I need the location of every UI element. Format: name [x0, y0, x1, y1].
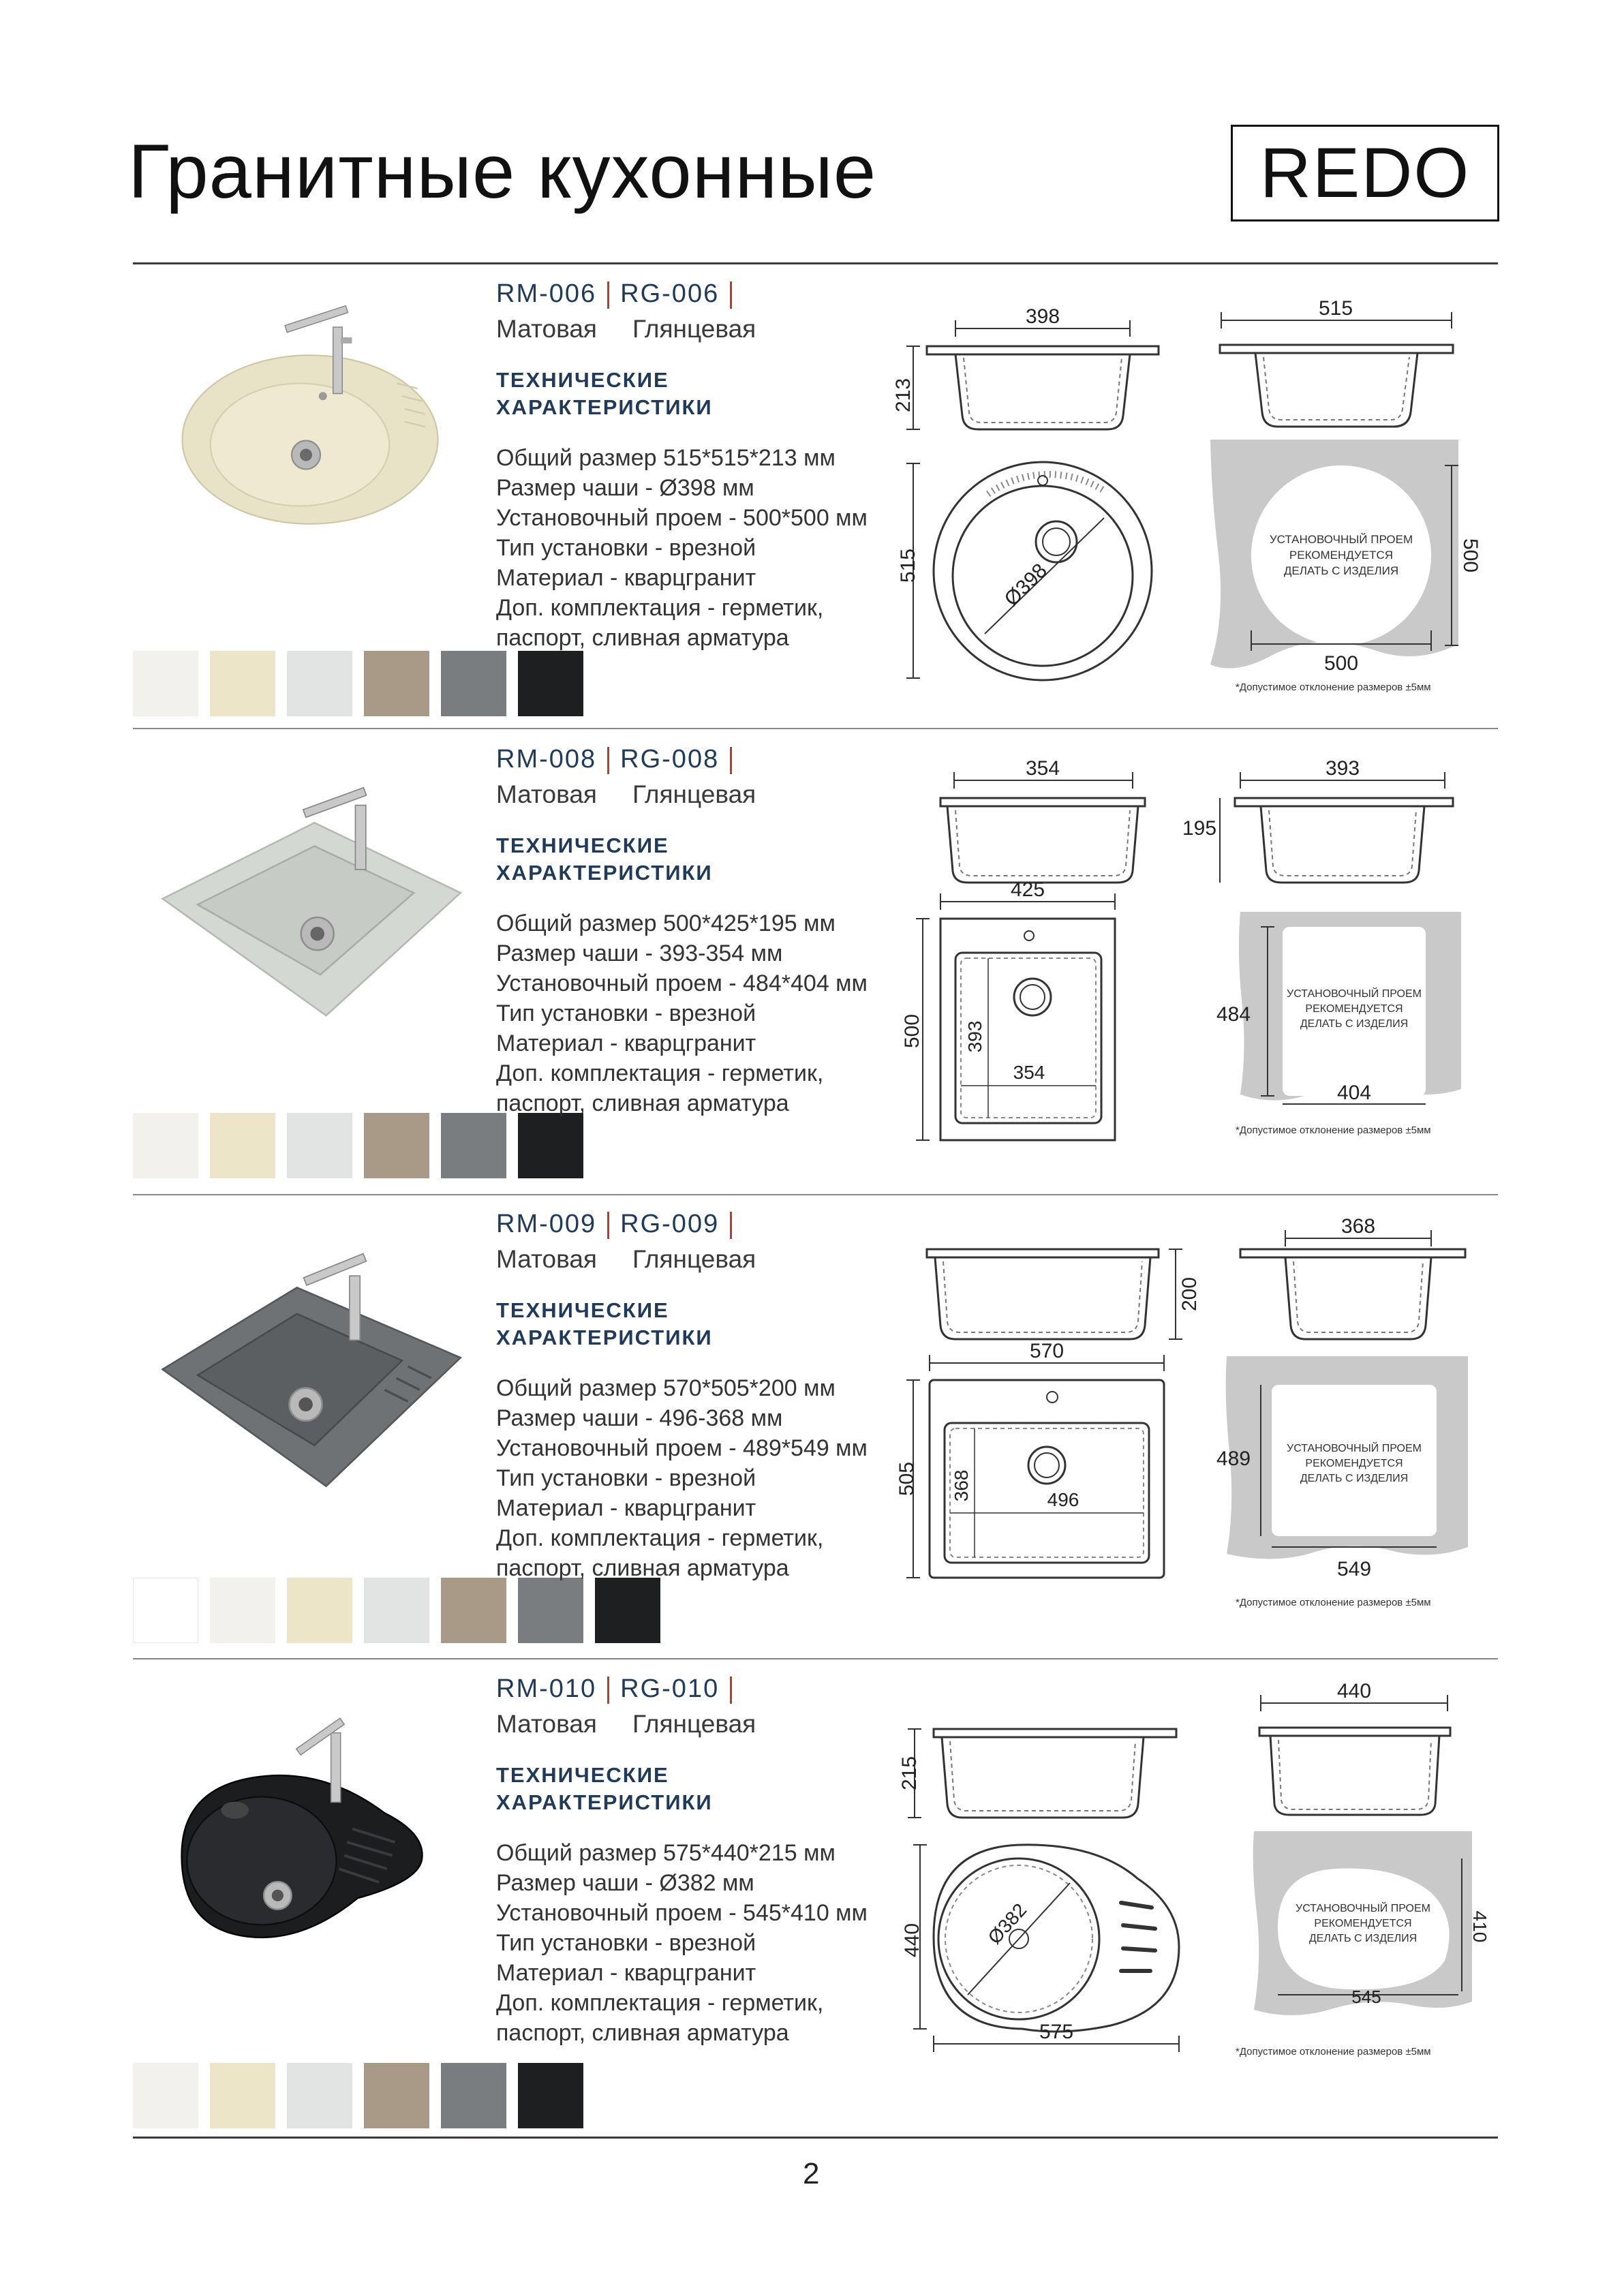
- dim-label: 570: [1029, 1340, 1064, 1362]
- code-separator: [730, 1677, 732, 1704]
- spec-list: [496, 908, 868, 1118]
- tech-heading: ТЕХНИЧЕСКИЕ ХАРАКТЕРИСТИКИ: [496, 1763, 713, 1814]
- product-rm-006: [0, 279, 1624, 729]
- front-view-drawing: [1254, 1674, 1458, 1824]
- code-matte: RM-008: [496, 745, 597, 774]
- divider: [133, 1194, 1498, 1195]
- code-matte: RM-006: [496, 279, 597, 308]
- product-rm-009: [0, 1210, 1624, 1659]
- model-codes: [496, 1210, 743, 1239]
- dim-label: 549: [1336, 1558, 1372, 1580]
- finish-glossy: Глянцевая: [632, 1245, 756, 1273]
- code-separator: [730, 747, 732, 774]
- color-swatch[interactable]: [441, 1113, 506, 1178]
- spec-line: Установочный проем - 484*404 мм: [496, 970, 868, 996]
- color-swatch[interactable]: [210, 2063, 275, 2128]
- code-separator: [607, 1677, 609, 1704]
- sink-photo-rect: [129, 1264, 511, 1510]
- dim-label: 368: [1340, 1215, 1376, 1238]
- spec-line: Тип установки - врезной: [496, 1465, 756, 1491]
- dim-label: 515: [1318, 297, 1353, 320]
- color-swatch[interactable]: [210, 1578, 275, 1643]
- top-view-drawing: [897, 443, 1159, 702]
- color-swatch[interactable]: [518, 1578, 583, 1643]
- color-swatches: [133, 2063, 583, 2128]
- spec-list: [496, 1838, 868, 2048]
- dim-label: 398: [1025, 305, 1060, 328]
- divider: [133, 1658, 1498, 1659]
- color-swatch[interactable]: [287, 2063, 352, 2128]
- cutout-drawing: [1227, 1831, 1490, 2029]
- model-codes: [496, 745, 743, 774]
- spec-line: Общий размер 575*440*215 мм: [496, 1840, 836, 1866]
- spec-line: Тип установки - врезной: [496, 1930, 756, 1956]
- cutout-drawing: [1206, 1356, 1479, 1588]
- front-view-drawing: [1172, 752, 1472, 895]
- spec-list: [496, 1373, 868, 1583]
- code-matte: RM-009: [496, 1210, 597, 1238]
- finish-matte: Матовая: [496, 1710, 597, 1738]
- tolerance-note: *Допустимое отклонение размеров ±5мм: [1236, 1597, 1431, 1608]
- cutout-drawing: [1206, 440, 1482, 705]
- spec-line: паспорт, сливная арматура: [496, 2020, 789, 2046]
- spec-line: паспорт, сливная арматура: [496, 625, 789, 651]
- spec-line: Установочный проем - 545*410 мм: [496, 1900, 868, 1926]
- spec-line: Общий размер 570*505*200 мм: [496, 1375, 836, 1401]
- cutout-note: УСТАНОВОЧНЫЙ ПРОЕМ: [1296, 1903, 1430, 1914]
- dim-label: 500: [1459, 538, 1482, 573]
- code-separator: [607, 1212, 609, 1239]
- color-swatch[interactable]: [518, 2063, 583, 2128]
- color-swatch[interactable]: [364, 2063, 429, 2128]
- color-swatch[interactable]: [210, 651, 275, 716]
- color-swatch[interactable]: [210, 1113, 275, 1178]
- color-swatches: [133, 1113, 583, 1178]
- dim-label: 500: [1323, 652, 1359, 675]
- cutout-note: ДЕЛАТЬ С ИЗДЕЛИЯ: [1300, 1473, 1409, 1484]
- dim-label: Ø398: [1000, 559, 1052, 611]
- tolerance-note: *Допустимое отклонение размеров ±5мм: [1236, 2046, 1431, 2057]
- dim-label: 505: [895, 1461, 918, 1497]
- color-swatch[interactable]: [595, 1578, 660, 1643]
- dim-label: 393: [1325, 757, 1360, 780]
- cutout-note: РЕКОМЕНДУЕТСЯ: [1289, 549, 1394, 562]
- color-swatch[interactable]: [364, 651, 429, 716]
- tech-heading: ТЕХНИЧЕСКИЕ ХАРАКТЕРИСТИКИ: [496, 833, 713, 885]
- dim-label: 489: [1216, 1448, 1251, 1470]
- front-view-drawing: [1234, 1210, 1472, 1346]
- cutout-note: ДЕЛАТЬ С ИЗДЕЛИЯ: [1283, 564, 1399, 577]
- spec-line: паспорт, сливная арматура: [496, 1555, 789, 1581]
- dim-label: 354: [1013, 1062, 1045, 1083]
- spec-line: Размер чаши - 393-354 мм: [496, 940, 783, 966]
- side-view-drawing: [900, 1702, 1186, 1838]
- finish-labels: [496, 1710, 756, 1739]
- finish-glossy: Глянцевая: [632, 780, 756, 808]
- divider: [133, 728, 1498, 729]
- spec-line: Материал - кварцгранит: [496, 1030, 756, 1056]
- dim-label: 200: [1178, 1276, 1201, 1312]
- top-view-drawing: [893, 878, 1124, 1154]
- color-swatch[interactable]: [133, 2063, 198, 2128]
- finish-labels: [496, 315, 756, 343]
- spec-line: Размер чаши - 496-368 мм: [496, 1405, 783, 1431]
- spec-list: [496, 443, 868, 653]
- dim-label: 575: [1039, 2021, 1074, 2043]
- color-swatch[interactable]: [133, 1113, 198, 1178]
- dim-label: 368: [951, 1469, 972, 1502]
- product-rm-008: [0, 745, 1624, 1195]
- spec-line: Установочный проем - 489*549 мм: [496, 1435, 868, 1461]
- divider: [133, 262, 1498, 264]
- code-glossy: RG-008: [620, 745, 720, 774]
- dim-label: 425: [1010, 878, 1045, 901]
- cutout-note: РЕКОМЕНДУЕТСЯ: [1305, 1458, 1403, 1469]
- tolerance-note: *Допустимое отклонение размеров ±5мм: [1236, 682, 1431, 693]
- page-title: Гранитные кухонные: [128, 129, 877, 214]
- color-swatches: [133, 651, 583, 716]
- finish-glossy: Глянцевая: [632, 1710, 756, 1738]
- top-view-drawing: [893, 1340, 1179, 1588]
- color-swatch[interactable]: [133, 651, 198, 716]
- spec-line: Установочный проем - 500*500 мм: [496, 505, 868, 531]
- divider: [133, 2137, 1498, 2139]
- dim-label: 213: [892, 378, 915, 413]
- cutout-note: РЕКОМЕНДУЕТСЯ: [1305, 1003, 1403, 1015]
- cutout-note: ДЕЛАТЬ С ИЗДЕЛИЯ: [1308, 1933, 1418, 1944]
- finish-matte: Матовая: [496, 315, 597, 343]
- dim-label: 354: [1025, 757, 1060, 780]
- spec-line: паспорт, сливная арматура: [496, 1090, 789, 1116]
- finish-labels: [496, 1245, 756, 1274]
- finish-glossy: Глянцевая: [632, 315, 756, 343]
- spec-line: Доп. комплектация - герметик,: [496, 1525, 824, 1551]
- code-matte: RM-010: [496, 1674, 597, 1703]
- code-glossy: RG-010: [620, 1674, 720, 1703]
- spec-line: Материал - кварцгранит: [496, 1495, 756, 1521]
- code-separator: [607, 281, 609, 309]
- spec-line: Доп. комплектация - герметик,: [496, 595, 824, 621]
- dim-label: 440: [901, 1923, 923, 1958]
- side-view-drawing: [934, 752, 1159, 895]
- spec-line: Тип установки - врезной: [496, 1000, 756, 1026]
- dim-label: 484: [1216, 1003, 1251, 1026]
- finish-matte: Матовая: [496, 1245, 597, 1273]
- color-swatches: [133, 1578, 660, 1643]
- sink-photo-oval: [129, 1722, 511, 1968]
- color-swatch[interactable]: [287, 1578, 352, 1643]
- color-swatch[interactable]: [364, 1578, 429, 1643]
- finish-labels: [496, 780, 756, 809]
- dim-label: Ø382: [983, 1899, 1031, 1948]
- cutout-note: ДЕЛАТЬ С ИЗДЕЛИЯ: [1300, 1018, 1409, 1030]
- dim-label: 500: [901, 1013, 923, 1049]
- dim-label: 515: [897, 548, 919, 583]
- code-separator: [607, 747, 609, 774]
- color-swatch[interactable]: [518, 1113, 583, 1178]
- side-view-drawing: [892, 293, 1159, 443]
- dim-label: 195: [1182, 817, 1217, 840]
- dim-label: 393: [964, 1020, 985, 1053]
- spec-line: Размер чаши - Ø398 мм: [496, 475, 754, 501]
- code-separator: [730, 281, 732, 309]
- spec-line: Доп. комплектация - герметик,: [496, 1990, 824, 2016]
- cutout-note: УСТАНОВОЧНЫЙ ПРОЕМ: [1287, 1443, 1422, 1454]
- cutout-drawing: [1199, 912, 1479, 1137]
- spec-line: Общий размер 515*515*213 мм: [496, 445, 836, 471]
- dim-label: 410: [1469, 1910, 1490, 1943]
- cutout-note: УСТАНОВОЧНЫЙ ПРОЕМ: [1287, 988, 1422, 1000]
- color-swatch[interactable]: [518, 651, 583, 716]
- tolerance-note: *Допустимое отклонение размеров ±5мм: [1236, 1124, 1431, 1136]
- dim-label: 440: [1336, 1680, 1372, 1702]
- code-separator: [730, 1212, 732, 1239]
- product-rm-010: [0, 1674, 1624, 2138]
- code-glossy: RG-009: [620, 1210, 720, 1238]
- color-swatch[interactable]: [441, 1578, 506, 1643]
- finish-matte: Матовая: [496, 780, 597, 808]
- tech-heading: ТЕХНИЧЕСКИЕ ХАРАКТЕРИСТИКИ: [496, 368, 713, 419]
- spec-line: Размер чаши - Ø382 мм: [496, 1870, 754, 1896]
- dim-label: 545: [1351, 1987, 1381, 2007]
- front-view-drawing: [1213, 293, 1472, 443]
- dim-label: 496: [1047, 1489, 1079, 1510]
- top-view-drawing: [893, 1831, 1193, 2063]
- model-codes: [496, 279, 743, 309]
- spec-line: Материал - кварцгранит: [496, 1960, 756, 1986]
- color-swatch[interactable]: [287, 651, 352, 716]
- dim-label: 404: [1336, 1082, 1372, 1104]
- sink-photo-round: [129, 286, 511, 532]
- brand-logo: REDO: [1231, 125, 1499, 221]
- cutout-note: УСТАНОВОЧНЫЙ ПРОЕМ: [1269, 533, 1413, 546]
- color-swatch[interactable]: [364, 1113, 429, 1178]
- tech-heading: ТЕХНИЧЕСКИЕ ХАРАКТЕРИСТИКИ: [496, 1298, 713, 1349]
- color-swatch[interactable]: [441, 651, 506, 716]
- color-swatch[interactable]: [441, 2063, 506, 2128]
- sink-photo-square: [129, 799, 511, 1045]
- model-codes: [496, 1674, 743, 1704]
- spec-line: Доп. комплектация - герметик,: [496, 1060, 824, 1086]
- code-glossy: RG-006: [620, 279, 720, 308]
- spec-line: Общий размер 500*425*195 мм: [496, 910, 836, 936]
- dim-label: 215: [898, 1756, 921, 1791]
- cutout-note: РЕКОМЕНДУЕТСЯ: [1314, 1918, 1412, 1929]
- color-swatch[interactable]: [287, 1113, 352, 1178]
- spec-line: Тип установки - врезной: [496, 535, 756, 561]
- page-number: 2: [803, 2157, 820, 2190]
- color-swatch[interactable]: [133, 1578, 198, 1643]
- spec-line: Материал - кварцгранит: [496, 565, 756, 591]
